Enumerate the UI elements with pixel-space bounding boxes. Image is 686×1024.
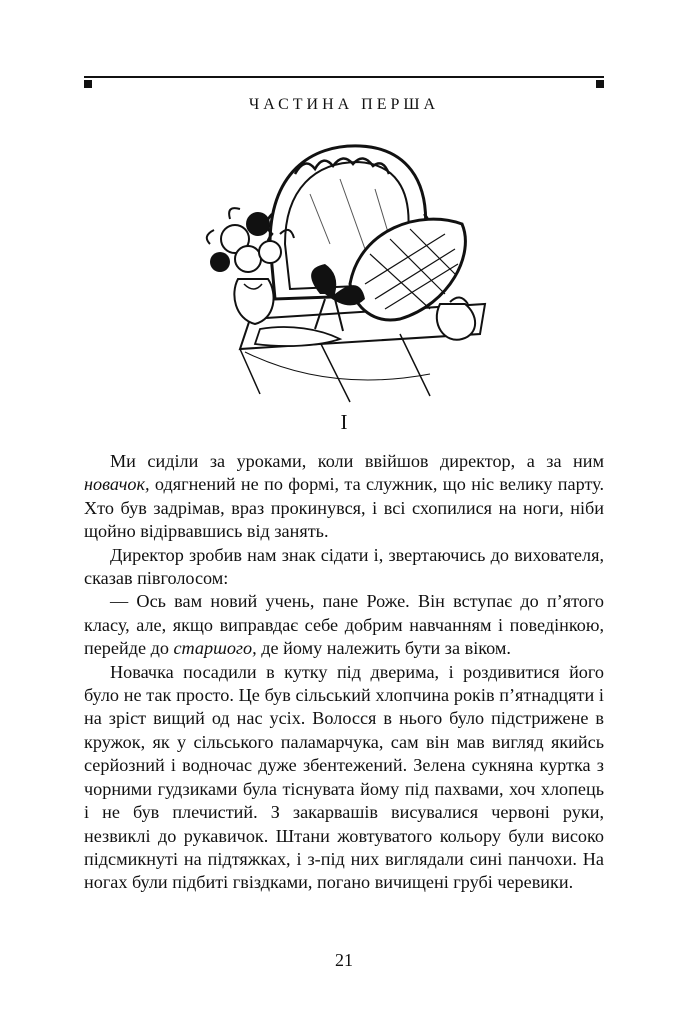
header-square-left	[84, 80, 92, 88]
paragraph: Директор зробив нам знак сідати і, звертаючись до вихователя, сказав півголосом:	[84, 544, 604, 589]
paragraph-text: — Ось вам новий учень, пане Роже. Він вступає до п’ятого класу, але, якщо виправдає себе добрим навчанням і поведінкою, перейде до	[84, 591, 604, 659]
chapter-number: I	[340, 410, 348, 434]
paragraph	[84, 450, 604, 544]
page-number: 21	[335, 950, 353, 970]
italic-word: новачок,	[84, 474, 150, 495]
paragraph-text: Ми сиділи за уроками, коли ввійшов директор, а за ним	[110, 451, 604, 471]
italic-word: старшого,	[173, 638, 257, 659]
part-title: ЧАСТИНА ПЕРША	[248, 96, 440, 113]
paragraph: Новачка посадили в кутку під дверима, і роздивитися його було не так просто. Це був сільський хлопчина років п’ятнадцяти і на зріст вищий од нас усіх. Волосся в нього було підстрижене в кружок, як у сільського паламарчука, сам він мав вигляд якийсь серйозний і водночас дуже збентежений. Зелена сукняна куртка з чорними гудзиками була тіснувата йому під пахвами, хоч хлопець і не був плечистий. З закарвашів висувалися червоні руки, незвиклі до рукавичок. Штани жовтуватого кольору були високо підсмикнуті на підтяжках, і з-під них виглядали сині панчохи. На ногах були підбиті гвіздками, погано вичищені грубі черевики.	[84, 661, 604, 893]
header-rule	[84, 76, 604, 78]
paragraph-text: одягнений не по формі, та служник, що ніс велику парту. Хто був задрімав, враз прокинувся, і всі схопилися на ноги, ніби щойно відірвавшись від занять.	[84, 474, 604, 542]
engraving-mirror-cap-flowers-icon	[200, 134, 490, 404]
chapter-text	[84, 450, 604, 895]
paragraph	[84, 590, 604, 660]
paragraph-text: де йому належить бути за віком.	[256, 638, 511, 659]
header-square-right	[596, 80, 604, 88]
